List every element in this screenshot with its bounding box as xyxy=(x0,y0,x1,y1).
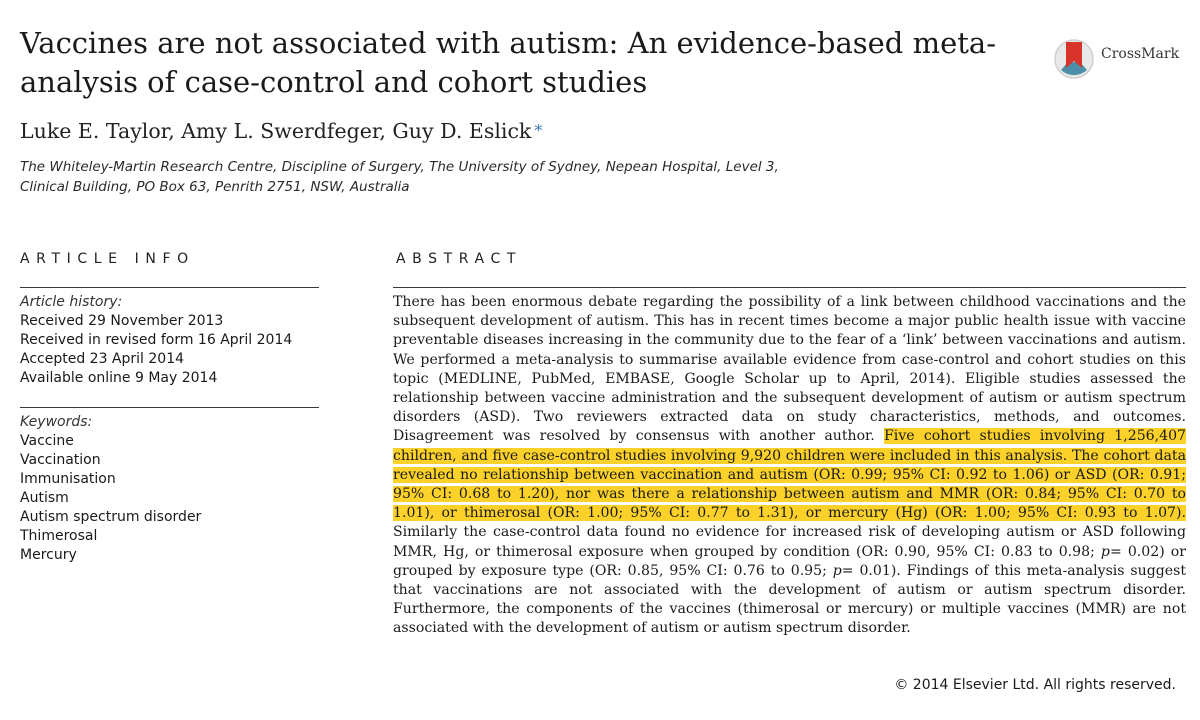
keyword-item: Autism xyxy=(20,490,69,506)
affiliation xyxy=(20,157,820,197)
abstract-heading: ABSTRACT xyxy=(396,251,522,267)
author-list xyxy=(20,118,542,144)
keyword-item: Vaccine xyxy=(20,433,74,449)
abstract-text-intro: There has been enormous debate regarding the possibility of a link between childhood vaccinations and the subsequent development of autism. This has in recent times become a major public health issue with vaccine preventable diseases increasing in the community due to the fear of a ‘link’ between vaccinations and autism. We performed a meta-analysis to summarise available evidence from case-control and cohort studies on this topic (MEDLINE, PubMed, EMBASE, Google Scholar up to April, 2014). Eligible studies assessed the relationship between vaccine administration and the subsequent development of autism or autism spectrum disorders (ASD). Two reviewers extracted data on study characteristics, methods, and outcomes. Disagreement was resolved by consensus with another author. xyxy=(393,294,1186,445)
article-info-heading: ARTICLE INFO xyxy=(20,251,195,267)
corresponding-author-marker[interactable]: * xyxy=(534,121,543,140)
abstract-divider xyxy=(393,287,1186,288)
affiliation-line: The Whiteley-Martin Research Centre, Discipline of Surgery, The University of Sydney, Nepean Hospital, Level 3, xyxy=(20,159,779,175)
article-history-label: Article history: xyxy=(20,294,123,310)
crossmark-label: CrossMark xyxy=(1101,46,1180,62)
crossmark-badge[interactable] xyxy=(1051,30,1181,88)
keyword-item: Autism spectrum disorder xyxy=(20,509,202,525)
article-history xyxy=(20,293,320,388)
article-title: Vaccines are not associated with autism: An evidence-based meta-analysis of case-control and cohort studies xyxy=(20,26,996,99)
abstract-highlighted-results: Five cohort studies involving 1,256,407 children, and five case-control studies involving 9,920 children were included in this analysis. The cohort data revealed no relationship between vaccination and autism (OR: 0.99; 95% CI: 0.92 to 1.06) or ASD (OR: 0.91; 95% CI: 0.68 to 1.20), nor was there a relationship between autism and MMR (OR: 0.84; 95% CI: 0.70 to 1.01), or thimerosal (OR: 1.00; 95% CI: 0.77 to 1.31), or mercury (Hg) (OR: 1.00; 95% CI: 0.93 to 1.07). xyxy=(393,428,1187,522)
abstract-body xyxy=(393,293,1186,639)
history-item: Accepted 23 April 2014 xyxy=(20,351,185,367)
keywords xyxy=(20,413,320,565)
history-item: Available online 9 May 2014 xyxy=(20,370,218,386)
keyword-item: Mercury xyxy=(20,547,77,563)
p-symbol: p xyxy=(832,562,842,579)
abstract-text-pvalue-1: = 0.02) or grouped by exposure type (OR: 0.85, 95% CI: 0.76 to 0.95; xyxy=(393,543,1187,579)
keywords-divider xyxy=(20,407,319,408)
p-symbol: p xyxy=(1100,543,1110,560)
keyword-item: Immunisation xyxy=(20,471,116,487)
article-info-divider xyxy=(20,287,319,288)
authors-text: Luke E. Taylor, Amy L. Swerdfeger, Guy D. Eslick xyxy=(20,119,532,143)
crossmark-icon xyxy=(1051,30,1097,88)
abstract-text-casecontrol: Similarly the case-control data found no evidence for increased risk of developing autism or ASD following MMR, Hg, or thimerosal exposure when grouped by condition (OR: 0.90, 95% CI: 0.83 to 0.98; xyxy=(393,524,1186,560)
keyword-item: Vaccination xyxy=(20,452,101,468)
copyright-notice: © 2014 Elsevier Ltd. All rights reserved. xyxy=(894,677,1176,693)
keywords-label: Keywords: xyxy=(20,414,93,430)
history-item: Received in revised form 16 April 2014 xyxy=(20,332,293,348)
abstract-text-pvalue-2: = 0.01). Findings of this meta-analysis suggest that vaccinations are not associated with the development of autism or autism spectrum disorder. Furthermore, the components of the vaccines (thimerosal or mercury) or multiple vaccines (MMR) are not associated with the development of autism or autism spectrum disorder. xyxy=(393,562,1186,637)
history-item: Received 29 November 2013 xyxy=(20,313,224,329)
affiliation-line: Clinical Building, PO Box 63, Penrith 2751, NSW, Australia xyxy=(20,179,410,195)
keyword-item: Thimerosal xyxy=(20,528,98,544)
